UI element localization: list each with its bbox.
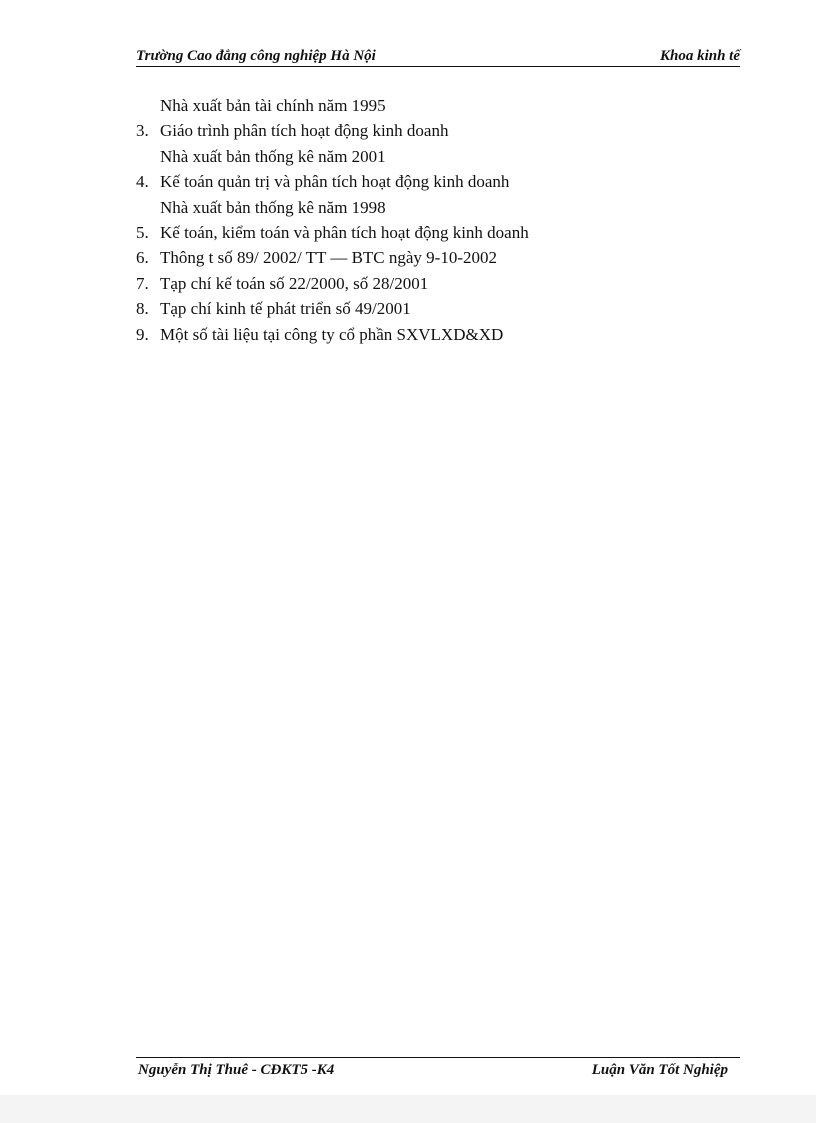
reference-text: Nhà xuất bản thống kê năm 2001 <box>160 146 386 166</box>
header-faculty-name: Khoa kinh tế <box>659 48 740 64</box>
page-footer <box>136 1057 740 1078</box>
header-school-name: Trường Cao đẳng công nghiệp Hà Nội <box>136 48 376 64</box>
reference-number: 6. <box>136 248 149 268</box>
reference-text: Giáo trình phân tích hoạt động kinh doanh <box>160 121 449 141</box>
reference-text: Nhà xuất bản tài chính năm 1995 <box>160 96 386 115</box>
reference-line <box>136 273 736 298</box>
reference-text: Tạp chí kế toán số 22/2000, số 28/2001 <box>160 273 429 293</box>
footer-author: Nguyễn Thị Thuê - CĐKT5 -K4 <box>138 1062 335 1078</box>
reference-line <box>136 298 736 323</box>
reference-line <box>136 247 736 272</box>
reference-number: 4. <box>136 172 149 192</box>
reference-number: 8. <box>136 299 149 319</box>
reference-number: 9. <box>136 324 149 344</box>
footer-thesis-label: Luận Văn Tốt Nghiệp <box>591 1062 728 1078</box>
reference-text: Thông t số 89/ 2002/ TT — BTC ngày 9-10-2002 <box>160 248 498 268</box>
reference-line <box>136 120 736 145</box>
reference-number: 5. <box>136 222 149 242</box>
reference-text: Một số tài liệu tại công ty cổ phần SXVLXD&XD <box>160 324 504 344</box>
page-bottom-margin <box>0 1095 816 1123</box>
reference-line <box>136 146 736 171</box>
reference-line <box>136 197 736 222</box>
reference-list <box>136 95 736 349</box>
page-header <box>136 46 740 67</box>
reference-line <box>136 95 736 120</box>
reference-number: 7. <box>136 273 149 293</box>
reference-line <box>136 222 736 247</box>
reference-text: Tạp chí kinh tế phát triển số 49/2001 <box>160 299 411 319</box>
reference-line <box>136 171 736 196</box>
reference-text: Kế toán quản trị và phân tích hoạt động kinh doanh <box>160 172 510 192</box>
reference-number: 3. <box>136 121 149 141</box>
reference-line <box>136 324 736 349</box>
reference-text: Kế toán, kiểm toán và phân tích hoạt động kinh doanh <box>160 222 529 242</box>
reference-text: Nhà xuất bản thống kê năm 1998 <box>160 197 386 217</box>
